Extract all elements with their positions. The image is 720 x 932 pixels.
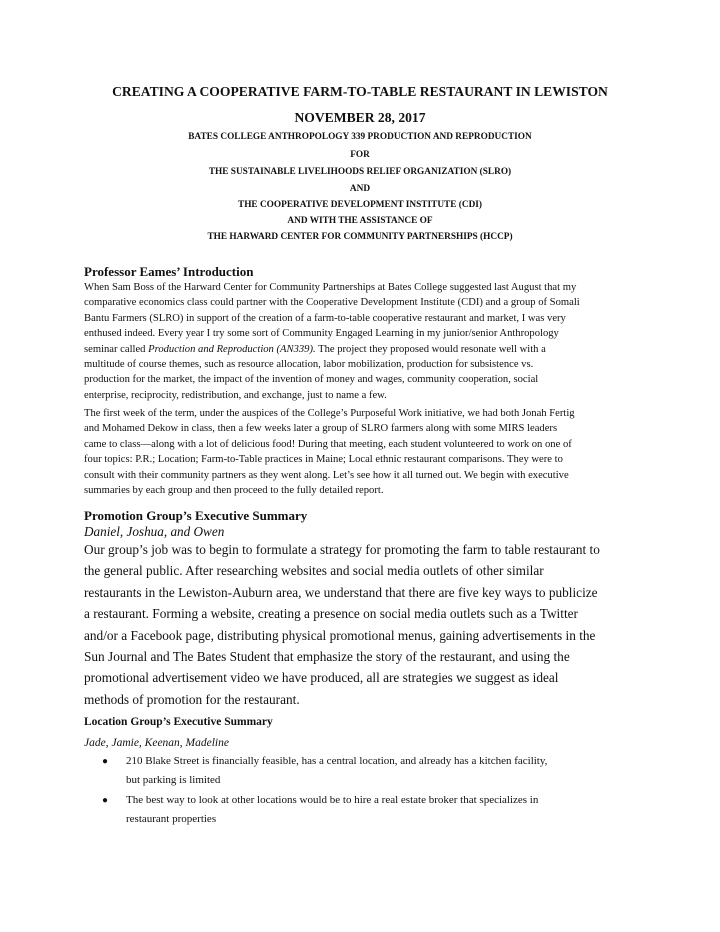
text-line: consult with their community partners as they went along. Let’s see how it all turned out. We begin with executive xyxy=(84,469,569,481)
text-line: comparative economics class could partner with the Cooperative Development Institute (CDI) and a group of Somali xyxy=(84,297,580,309)
text-line: restaurant properties xyxy=(126,813,217,826)
org-cdi: THE COOPERATIVE DEVELOPMENT INSTITUTE (CDI) xyxy=(238,200,482,210)
text-line: Bantu Farmers (SLRO) in support of the creation of a farm-to-table cooperative restaurant and market, I was very xyxy=(84,312,566,324)
text-line: Sun Journal and The Bates Student that emphasize the story of the restaurant, and using the xyxy=(84,649,570,665)
course-title: Production and Reproduction (AN339). xyxy=(148,343,316,355)
text-line: and/or a Facebook page, distributing physical promotional menus, gaining advertisements in the xyxy=(84,627,596,643)
text-line: a restaurant. Forming a website, creating a presence on social media outlets such as a Twitter xyxy=(84,606,578,622)
promotion-summary xyxy=(84,539,640,710)
text-line: The first week of the term, under the auspices of the College’s Purposeful Work initiative, we had both Jonah Fertig xyxy=(84,408,575,419)
text-line: multitude of course themes, such as resource allocation, labor mobilization, production for subsistence vs. xyxy=(84,359,534,371)
text-line: enthused indeed. Every year I try some sort of Community Engaged Learning in my junior/senior Anthropology xyxy=(84,328,559,340)
document-date: NOVEMBER 28, 2017 xyxy=(294,110,426,125)
list-item xyxy=(84,791,640,830)
text-line: methods of promotion for the restaurant. xyxy=(84,691,300,707)
text-span: seminar called xyxy=(84,343,149,355)
bullet-icon: ● xyxy=(102,794,109,806)
list-item xyxy=(84,752,640,791)
location-authors: Jade, Jamie, Keenan, Madeline xyxy=(84,737,229,749)
text-line: promotional advertisement video we have produced, all are strategies we suggest as ideal xyxy=(84,670,559,686)
text-line: restaurants in the Lewiston-Auburn area, we understand that there are five key ways to publicize xyxy=(84,584,598,600)
document-title: CREATING A COOPERATIVE FARM-TO-TABLE RESTAURANT IN LEWISTON xyxy=(112,84,608,99)
text-line: four topics: P.R.; Location; Farm-to-Table practices in Maine; Local ethnic restaurant comparisons. They were to xyxy=(84,454,563,466)
text-line: the general public. After researching websites and social media outlets of other similar xyxy=(84,563,544,579)
location-heading: Location Group’s Executive Summary xyxy=(84,716,273,728)
intro-paragraph-1 xyxy=(84,280,640,403)
text-line: and Mohamed Dekow in class, then a few weeks later a group of SLRO farmers along with some MIRS leaders xyxy=(84,423,558,435)
intro-heading: Professor Eames’ Introduction xyxy=(84,264,254,279)
text-line: but parking is limited xyxy=(126,774,221,787)
org-slro: THE SUSTAINABLE LIVELIHOODS RELIEF ORGANIZATION (SLRO) xyxy=(208,167,512,177)
text-line: came to class—along with a lot of delicious food! During that meeting, each student volunteered to work on one of xyxy=(84,438,572,450)
text-line: summaries by each group and then proceed to the fully detailed report. xyxy=(84,485,384,497)
assistance-line: AND WITH THE ASSISTANCE OF xyxy=(287,216,433,226)
for-line: FOR xyxy=(350,150,370,160)
text-line: The best way to look at other locations would be to hire a real estate broker that specializes in xyxy=(126,793,539,806)
course-line: BATES COLLEGE ANTHROPOLOGY 339 PRODUCTION AND REPRODUCTION xyxy=(188,132,532,142)
and-line: AND xyxy=(349,184,371,194)
promotion-authors: Daniel, Joshua, and Owen xyxy=(84,524,225,539)
text-span: The project they proposed would resonate well with a xyxy=(315,343,546,355)
text-line: When Sam Boss of the Harward Center for Community Partnerships at Bates College suggested last August that my xyxy=(84,282,577,293)
org-hccp: THE HARWARD CENTER FOR COMMUNITY PARTNERSHIPS (HCCP) xyxy=(207,232,513,242)
text-line: enterprise, reciprocity, redistribution, and exchange, just to name a few. xyxy=(84,389,387,401)
text-line: production for the market, the impact of the invention of money and wages, community cooperation, social xyxy=(84,374,539,386)
promotion-heading: Promotion Group’s Executive Summary xyxy=(84,508,308,523)
text-line: 210 Blake Street is financially feasible, has a central location, and already has a kitchen facility, xyxy=(126,755,548,767)
location-bullet-list xyxy=(84,752,640,830)
text-line xyxy=(84,342,640,357)
text-line: Our group’s job was to begin to formulate a strategy for promoting the farm to table restaurant to xyxy=(84,542,600,557)
intro-paragraph-2 xyxy=(84,406,640,498)
bullet-icon: ● xyxy=(102,756,109,767)
